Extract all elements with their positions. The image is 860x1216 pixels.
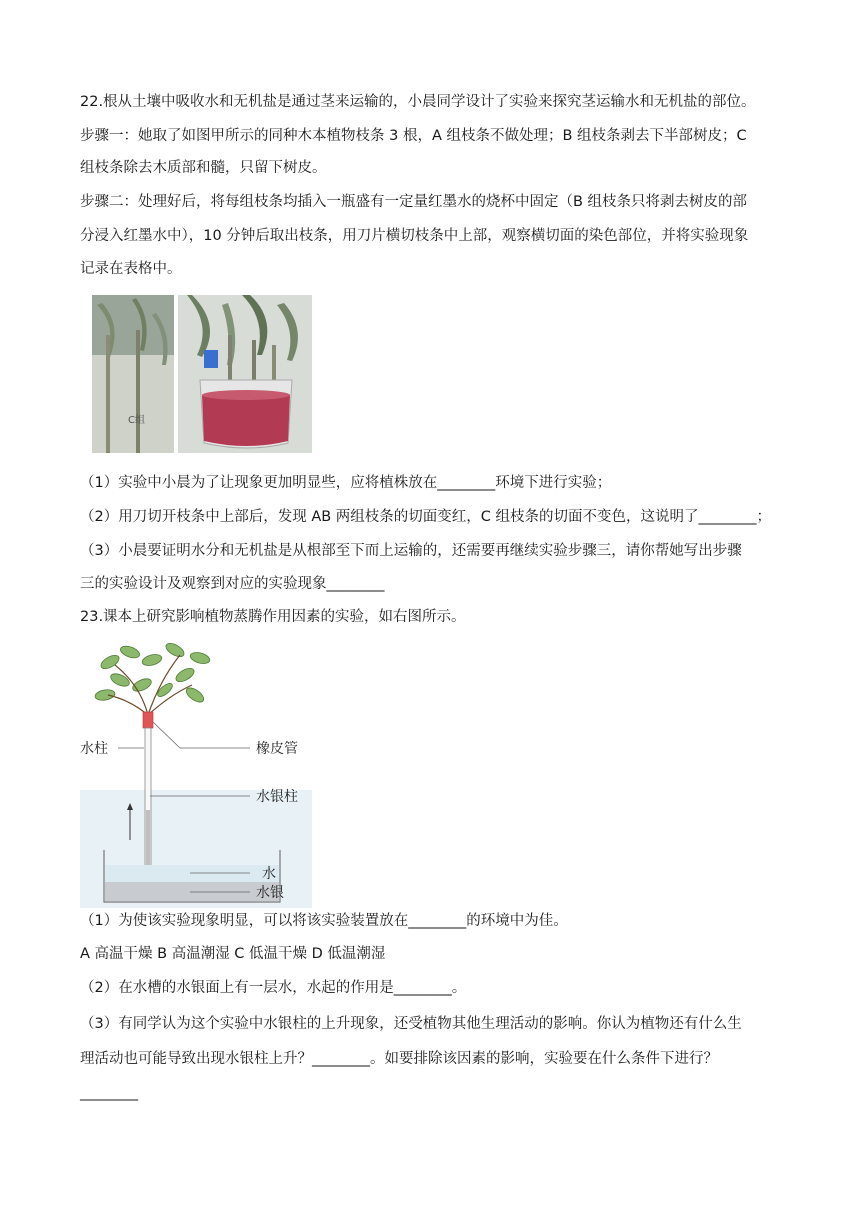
q23-sub1: （1）为使该实验现象明显，可以将该实验装置放在________的环境中为佳。 — [80, 913, 568, 929]
photo-label-c: C组 — [128, 415, 145, 426]
label-rubber-tube: 橡皮管 — [256, 741, 298, 757]
q22-intro: 22.根从土壤中吸收水和无机盐是通过茎来运输的，小晨同学设计了实验来探究茎运输水和无机盐的部位。 — [80, 94, 756, 110]
q22-step2-line3: 记录在表格中。 — [80, 261, 182, 277]
q22-sub3-line2: 三的实验设计及观察到对应的实验现象________ — [80, 576, 385, 592]
label-water: 水 — [262, 866, 276, 882]
experiment-photo — [92, 295, 312, 453]
q22-step2-line1: 步骤二：处理好后，将每组枝条均插入一瓶盛有一定量红墨水的烧杯中固定（B 组枝条只将剥去树皮的部 — [80, 194, 748, 210]
q22-sub3-line1: （3）小晨要证明水分和无机盐是从根部至下而上运输的，还需要再继续实验步骤三，请你帮她写出步骤 — [80, 543, 742, 559]
transpiration-apparatus-figure — [80, 640, 312, 908]
q22-step1-line2: 组枝条除去木质部和髓，只留下树皮。 — [80, 160, 327, 176]
q23-intro: 23.课本上研究影响植物蒸腾作用因素的实验，如右图所示。 — [80, 609, 466, 625]
q22-step2-line2: 分浸入红墨水中），10 分钟后取出枝条，用刀片横切枝条中上部，观察横切面的染色部位，并将实验现象 — [80, 228, 749, 244]
q22-sub2: （2）用刀切开枝条中上部后，发现 AB 两组枝条的切面变红，C 组枝条的切面不变色，这说明了________； — [80, 509, 772, 525]
q23-sub2: （2）在水槽的水银面上有一层水，水起的作用是________。 — [80, 980, 467, 996]
q23-sub3-line2: 理活动也可能导致出现水银柱上升？________。如要排除该因素的影响，实验要在什么条件下进行？ — [80, 1051, 718, 1067]
q23-sub3-line3: ________ — [80, 1085, 138, 1101]
label-water-column: 水柱 — [80, 741, 108, 757]
q22-sub1: （1）实验中小晨为了让现象更加明显些，应将植株放在________环境下进行实验； — [80, 475, 612, 491]
label-mercury-column: 水银柱 — [256, 789, 298, 805]
q23-sub3-line1: （3）有同学认为这个实验中水银柱的上升现象，还受植物其他生理活动的影响。你认为植物还有什么生 — [80, 1016, 742, 1032]
q23-options: A 高温干燥 B 高温潮湿 C 低温干燥 D 低温潮湿 — [80, 946, 386, 962]
q22-step1-line1: 步骤一：她取了如图甲所示的同种木本植物枝条 3 根，A 组枝条不做处理；B 组枝条剥去下半部树皮；C — [80, 128, 747, 144]
label-mercury: 水银 — [256, 885, 284, 901]
